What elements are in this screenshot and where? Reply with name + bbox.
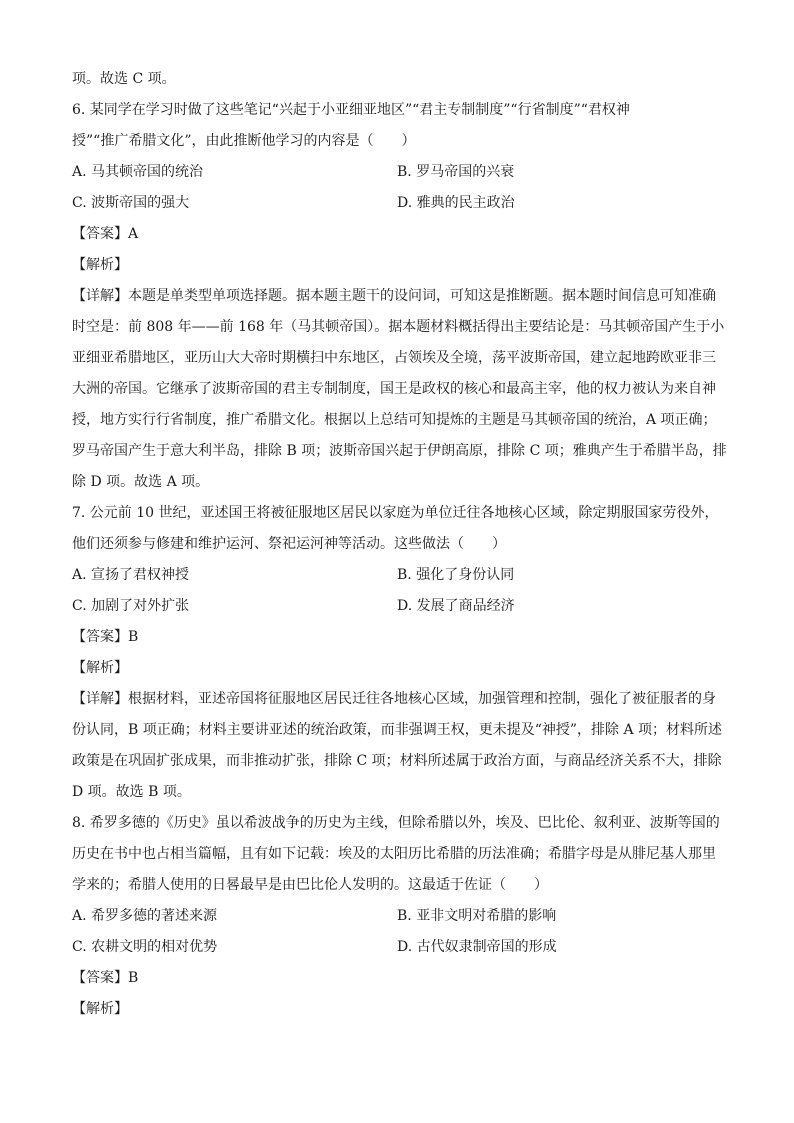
option-b: B. 亚非文明对希腊的影响 <box>397 908 557 924</box>
detail-line: 亚细亚希腊地区，亚历山大大帝时期横扫中东地区，占领埃及全境，荡平波斯帝国，建立起地跨欧亚非三 <box>72 350 716 366</box>
question-stem-line: 学来的；希腊人使用的日晷最早是由巴比伦人发明的。这最适于佐证（ ） <box>72 877 548 893</box>
answer-label: 【答案】B <box>72 629 139 645</box>
option-b: B. 强化了身份认同 <box>397 567 515 583</box>
detail-paragraph <box>72 281 727 498</box>
option-c: C. 农耕文明的相对优势 <box>72 939 218 955</box>
detail-line: 除 D 项。故选 A 项。 <box>72 474 210 490</box>
detail-line: 授，地方实行行省制度，推广希腊文化。根据以上总结可知提炼的主题是马其顿帝国的统治，A 项正确； <box>72 412 717 428</box>
option-d: D. 古代奴隶制帝国的形成 <box>397 939 557 955</box>
answer-label: 【答案】A <box>72 226 139 242</box>
detail-line: 【详解】根据材料，亚述帝国将征服地区居民迁往各地核心区域，加强管理和控制，强化了被征服者的身 <box>72 691 716 707</box>
question-stem-line: 授”“推广希腊文化”，由此推断他学习的内容是（ ） <box>72 133 416 149</box>
detail-paragraph <box>72 684 722 808</box>
analysis-label: 【解析】 <box>72 257 128 273</box>
analysis-label: 【解析】 <box>72 660 128 676</box>
detail-line: 【详解】本题是单类型单项选择题。据本题主题干的设问词，可知这是推断题。据本题时间信息可知准确 <box>72 288 716 304</box>
question-stem-line: 历史在书中也占相当篇幅，且有如下记载：埃及的太阳历比希腊的历法准确；希腊字母是从腓尼基人那里 <box>72 846 716 862</box>
options-row <box>72 560 722 591</box>
detail-line: 大洲的帝国。它继承了波斯帝国的君主专制制度，国王是政权的核心和最高主宰，他的权力被认为来自神 <box>72 381 716 397</box>
continuation-text: 项。故选 C 项。 <box>72 71 176 87</box>
document-page <box>72 64 727 1025</box>
options-row <box>72 188 722 219</box>
answer-label: 【答案】B <box>72 970 139 986</box>
detail-line: D 项。故选 B 项。 <box>72 784 191 800</box>
analysis-label: 【解析】 <box>72 1001 128 1017</box>
detail-line: 罗马帝国产生于意大利半岛，排除 B 项；波斯帝国兴起于伊朗高原，排除 C 项；雅典产生于希腊半岛，排 <box>72 443 727 459</box>
option-b: B. 罗马帝国的兴衰 <box>397 164 515 180</box>
question-stem-line: 6. 某同学在学习时做了这些笔记“兴起于小亚细亚地区”“君主专制制度”“行省制度”“君权神 <box>72 102 630 118</box>
options-row <box>72 932 722 963</box>
question-stem-line: 他们还须参与修建和维护运河、祭祀运河神等活动。这些做法（ ） <box>72 536 506 552</box>
option-a: A. 马其顿帝国的统治 <box>72 164 204 180</box>
detail-line: 份认同，B 项正确；材料主要讲亚述的统治政策，而非强调王权，更未提及“神授”，排除 A 项；材料所述 <box>72 722 723 738</box>
question-8 <box>72 808 722 1025</box>
options-row <box>72 591 722 622</box>
question-7 <box>72 498 722 808</box>
options-row <box>72 157 722 188</box>
question-stem-line: 8. 希罗多德的《历史》虽以希波战争的历史为主线，但除希腊以外，埃及、巴比伦、叙利亚、波斯等国的 <box>72 815 720 831</box>
options-row <box>72 901 722 932</box>
question-stem-line: 7. 公元前 10 世纪，亚述国王将被征服地区居民以家庭为单位迁往各地核心区域，除定期服国家劳役外， <box>72 505 719 521</box>
option-a: A. 希罗多德的著述来源 <box>72 908 218 924</box>
detail-line: 政策是在巩固扩张成果，而非推动扩张，排除 C 项；材料所述属于政治方面，与商品经济关系不大，排除 <box>72 753 722 769</box>
option-d: D. 雅典的民主政治 <box>397 195 515 211</box>
option-a: A. 宣扬了君权神授 <box>72 567 190 583</box>
question-6 <box>72 95 727 498</box>
detail-line: 时空是：前 808 年——前 168 年（马其顿帝国）。据本题材料概括得出主要结论是：马其顿帝国产生于小 <box>72 319 725 335</box>
option-c: C. 波斯帝国的强大 <box>72 195 190 211</box>
option-d: D. 发展了商品经济 <box>397 598 515 614</box>
option-c: C. 加剧了对外扩张 <box>72 598 190 614</box>
